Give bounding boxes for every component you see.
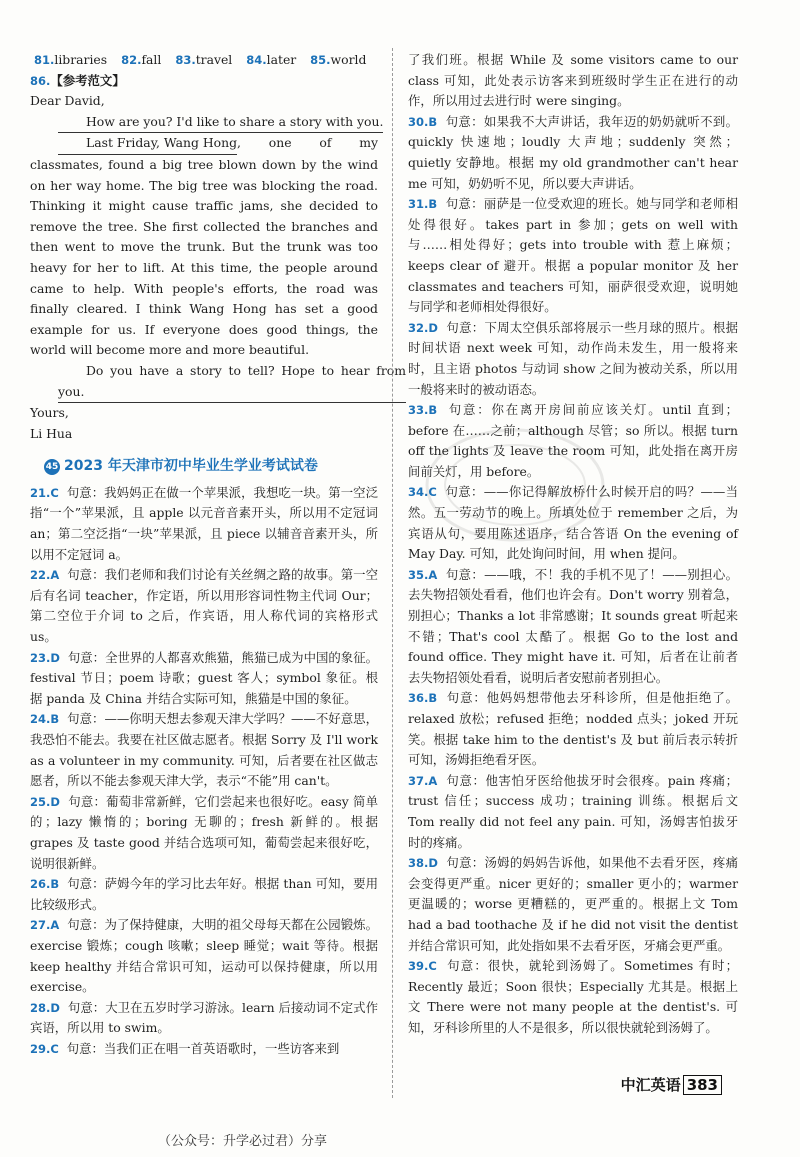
item-answer: D [50,794,60,809]
model-essay [30,71,406,445]
essay-heading [30,71,378,92]
item-answer: A [50,918,60,933]
item-number: 38. [408,856,429,871]
item-answer: B [428,114,438,129]
footer-brand-name: 中汇英语 [620,1076,681,1094]
item-explanation: 句意：如果我不大声讲话，我年迈的奶奶就听不到。quickly 快速地；loudly 大声地；suddenly 突然；quietly 安静地。根据 my old grandmother can't hear me 可知，奶奶听不见，所以要大声讲话。 [408,113,738,191]
essay-signoff: Yours, [30,405,69,421]
essay-closing: Do you have a story to tell? Hope to hear from you. [58,361,406,403]
item-answer: C [428,959,437,974]
item-answer: C [428,485,437,500]
faint-stamp-graphic [420,420,610,550]
item-explanation: 句意：汤姆的妈妈告诉他，如果他不去看牙医，疼痛会变得更严重。nicer 更好的；smaller 更小的；warmer 更温暖的；worse 更糟糕的，更严重的。根据上文 Tom had a bad toothache 及 if he did not visit the dentist 并结合常识可知，此处指如果不去看牙医，牙痛会更严重。 [408,855,738,953]
answer-item [30,709,378,791]
answer-item [408,853,738,956]
essay-opening: How are you? I'd like to share a story with you. [58,112,383,134]
section-title-text: 2023 年天津市初中毕业生学业考试试卷 [64,458,318,475]
essay-label: 【参考范文】 [50,72,125,88]
item-explanation: 句意：我们老师和我们讨论有关丝绸之路的故事。第一空后有名词 teacher，作定语，所以用形容词性物主代词 Our；第二空位于介词 to 之后，作宾语，用人称代词的宾格形式 us。 [30,567,378,645]
footer-brand [621,1074,722,1095]
item-number: 31. [408,197,429,212]
answer-word: travel [195,52,233,67]
essay-body-para [30,133,378,361]
answer-item [408,956,738,1038]
item-number: 29. [30,1041,51,1056]
item-explanation: 句意：他害怕牙医给他拔牙时会很疼。pain 疼痛；trust 信任；success 成功；training 训练。根据后文 Tom really did not feel any pain. 可知，汤姆害怕拔牙时的疼痛。 [408,772,738,850]
item-explanation: 句意：——你记得解放桥什么时候开启的吗？——当然。五一劳动节的晚上。所填处位于 remember 之后，为宾语从句，要用陈述语序，结合答语 On the evening of May Day. 可知，此处询问时间，用 when 提问。 [408,484,738,562]
item-answer: B [50,877,60,892]
answer-item [408,771,738,853]
item-number: 26. [30,877,51,892]
answer-item [30,792,378,874]
answer-word: libraries [54,52,108,67]
item-explanation: 句意：他妈妈想带他去牙科诊所，但是他拒绝了。relaxed 放松；refused 拒绝；nodded 点头；joked 开玩笑。根据 take him to the dentist's 及 but 前后表示转折可知，汤姆拒绝看牙医。 [408,690,738,768]
page-number: 383 [683,1075,722,1095]
essay-greeting: Dear David, [30,93,105,109]
answer-item [408,112,738,194]
answer-item [30,648,378,710]
section-title [44,456,378,477]
item-explanation: 句意：很快，就轮到汤姆了。Sometimes 有时；Recently 最近；Soon 很快；Especially 尤其是。根据上文 There were not many people at the dentist's. 可知，牙科诊所里的人不是很多，所以很快就轮到汤姆了。 [408,958,738,1035]
item-answer: B [428,197,438,212]
item-explanation: 句意：葡萄非常新鲜，它们尝起来也很好吃。easy 简单的；lazy 懒惰的；boring 无聊的；fresh 新鲜的。根据 grapes 及 taste good 并结合选项可知，葡萄尝起来很好吃，说明很新鲜。 [30,793,378,871]
item-explanation: 句意：为了保持健康，大明的祖父母每天都在公园锻炼。exercise 锻炼；cough 咳嗽；sleep 睡觉；wait 等待。根据 keep healthy 并结合常识可知，运动可以保持健康，所以用 exercise。 [30,917,378,995]
item-answer: D [50,1000,60,1015]
item-answer: D [50,650,60,665]
left-column [30,50,406,1060]
answer-number: 83. [175,53,196,67]
answer-item-continued [408,50,738,112]
item-explanation: 句意：全世界的人都喜欢熊猫，熊猫已成为中国的象征。festival 节日；poem 诗歌；guest 客人；symbol 象征。根据 panda 及 China 并结合实际可知，熊猫是中国的象征。 [30,649,378,706]
answers-81-85 [30,50,378,71]
item-answer: A [428,567,438,582]
item-answer: C [50,485,59,500]
item-number: 22. [30,568,51,583]
answer-item [408,194,738,318]
item-explanation: 句意：大卫在五岁时学习游泳。learn 后接动词不定式作宾语，所以用 to swim。 [30,999,378,1036]
item-explanation: 了我们班。根据 While 及 some visitors came to our class 可知，此处表示访客来到班级时学生正在进行的动作，所以用过去进行时 were singing。 [408,52,738,109]
essay-body-first: Last Friday, Wang Hong [58,133,237,155]
item-number: 36. [408,691,429,706]
item-explanation: 句意：你在离开房间前应该关灯。until 直到；before 在……之前；although 尽管；so 所以。根据 turn off the lights 及 leave the room 可知，此处指在离开房间前关灯，用 before。 [408,402,738,479]
answer-item [30,1039,378,1060]
answer-number: 84. [246,53,267,67]
item-number: 35. [408,567,429,582]
item-answer: A [428,773,438,788]
answer-item [30,998,378,1039]
item-answer: A [50,568,60,583]
essay-name: Li Hua [30,425,73,441]
item-answer: B [428,403,438,418]
item-number: 34. [408,485,429,500]
essay-number: 86. [30,73,51,88]
item-number: 39. [408,959,429,974]
answer-number: 85. [310,53,331,67]
answer-item [408,318,738,400]
item-answer: D [428,320,438,335]
item-number: 24. [30,712,51,727]
item-number: 32. [408,320,429,335]
item-number: 28. [30,1000,51,1015]
item-number: 33. [408,403,429,418]
item-explanation: 句意：——哦，不！我的手机不见了！——别担心。去失物招领处看看，他们也许会有。Don't worry 别着急，别担心；Thanks a lot 非常感谢；It sounds great 听起来不错；That's cool 太酷了。根据 Go to the lost and found office. They might have it. 可知，后者在让前者去失物招领处看看，说明后者安慰前者别担心。 [408,566,738,685]
bottom-watermark: （公众号：升学必过君）分享 [158,1134,328,1149]
item-answer: B [50,712,60,727]
answer-item [30,874,378,915]
section-badge: 45 [44,459,60,475]
item-answer: D [428,856,438,871]
answer-item [408,688,738,770]
item-number: 27. [30,918,51,933]
essay-body: , one of my classmates, found a big tree blown down by the wind on her way home. The big tree was blocking the road. Thinking it might cause traffic jams, she decided to remove the tree. She first collected the branches and then went to move the trunk. But the trunk was too heavy for her to lift. At this time, the people around came to help. With people's efforts, the road was finally cleared. I think Wang Hong has set a good example for us. If everyone does good things, the world will become more and more beautiful. [30,135,378,358]
item-explanation: 句意：丽萨是一位受欢迎的班长。她与同学和老师相处得很好。takes part in 参加；gets on well with 与……相处得好；gets into trouble with 惹上麻烦；keeps clear of 避开。根据 a popular monitor 及 her classmates and teachers 可知，丽萨很受欢迎，说明她与同学和老师相处得很好。 [408,196,738,315]
answer-item [30,565,378,647]
item-number: 21. [30,485,51,500]
item-explanation: 句意：当我们正在唱一首英语歌时，一些访客来到 [66,1040,340,1056]
item-number: 25. [30,794,51,809]
item-explanation: 句意：我妈妈正在做一个苹果派，我想吃一块。第一空泛指“一个”苹果派，且 apple 以元音音素开头，所以用不定冠词 an；第二空泛指“一块”苹果派，且 piece 以辅音音素开头，所以用不定冠词 a。 [30,484,378,562]
answer-word: world [330,52,367,67]
item-explanation: 句意：萨姆今年的学习比去年好。根据 than 可知，要用比较级形式。 [30,876,378,912]
answer-item [30,915,378,997]
item-number: 23. [30,650,51,665]
item-number: 37. [408,773,429,788]
answer-item [30,483,378,565]
item-explanation: 句意：——你明天想去参观天津大学吗？——不好意思，我恐怕不能去。我要在社区做志愿者。根据 Sorry 及 I'll work as a volunteer in my community. 可知，后者要在社区做志愿者，所以不能去参观天津大学，表示“不能”用 can't。 [30,711,378,789]
answer-word: fall [141,52,162,67]
answer-item [408,565,738,689]
answer-word: later [266,52,297,67]
item-answer: C [50,1041,59,1056]
essay-closing-para [30,361,406,403]
essay-opening-para [30,112,384,134]
item-answer: B [428,691,438,706]
answer-number: 82. [121,53,142,67]
item-explanation: 句意：下周太空俱乐部将展示一些月球的照片。根据时间状语 next week 可知，动作尚未发生，用一般将来时，且主语 photos 与动词 show 之间为被动关系，所以用一般将来时的被动语态。 [408,319,738,397]
column-divider [392,48,393,1098]
item-number: 30. [408,114,429,129]
answer-number: 81. [34,53,55,67]
left-answer-list [30,483,378,1060]
